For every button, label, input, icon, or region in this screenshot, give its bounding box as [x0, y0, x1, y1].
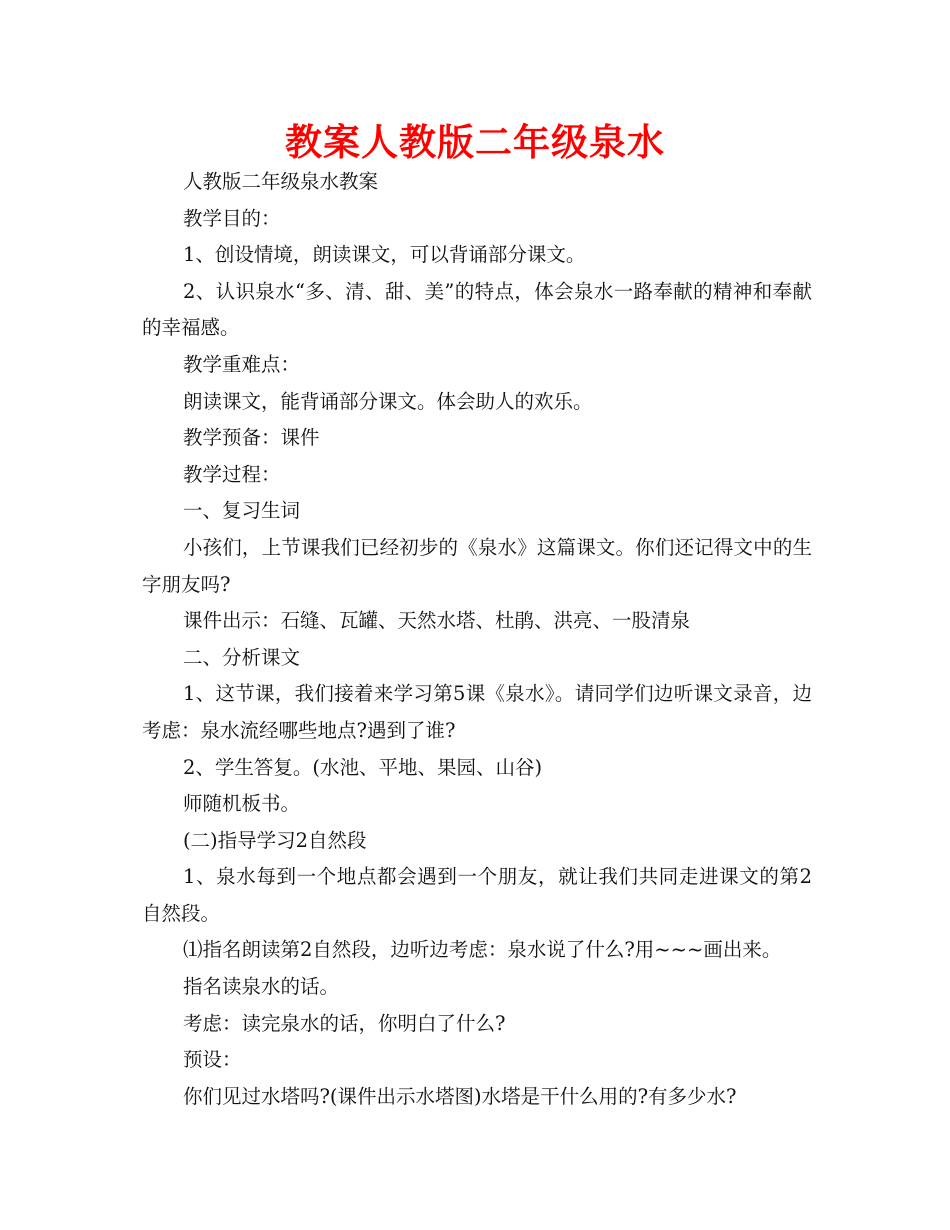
paragraph: 朗读课文，能背诵部分课文。体会助人的欢乐。 — [182, 389, 593, 413]
document-body — [142, 164, 812, 1115]
paragraph: 课件出示：石缝、瓦罐、天然水塔、杜鹃、洪亮、一股清泉 — [182, 609, 690, 633]
paragraph: 2、认识泉水“多、清、甜、美”的特点，体会泉水一路奉献的精神和奉献的幸福感。 — [142, 279, 812, 340]
paragraph: 预设： — [182, 1048, 242, 1072]
paragraph: 小孩们，上节课我们已经初步的《泉水》这篇课文。你们还记得文中的生字朋友吗? — [142, 535, 812, 596]
paragraph: 教学目的： — [182, 206, 281, 230]
paragraph: 1、泉水每到一个地点都会遇到一个朋友，就让我们共同走进课文的第2自然段。 — [142, 865, 812, 925]
paragraph: ⑴指名朗读第2自然段，边听边考虑：泉水说了什么?用~~~画出来。 — [182, 938, 782, 962]
paragraph: 教学重难点： — [182, 352, 300, 376]
paragraph: 人教版二年级泉水教案 — [182, 170, 378, 193]
paragraph: 2、学生答复。(水池、平地、果园、山谷) — [182, 755, 543, 779]
paragraph: 师随机板书。 — [182, 792, 300, 816]
paragraph: 二、分析课文 — [182, 645, 300, 669]
paragraph: 教学过程： — [182, 462, 281, 486]
paragraph: 你们见过水塔吗?(课件出示水塔图)水塔是干什么用的?有多少水? — [182, 1084, 737, 1108]
paragraph: 一、复习生词 — [182, 499, 300, 523]
paragraph: 考虑：读完泉水的话，你明白了什么? — [182, 1011, 506, 1035]
paragraph: 指名读泉水的话。 — [182, 975, 339, 999]
paragraph: 1、创设情境，朗读课文，可以背诵部分课文。 — [182, 243, 586, 267]
document-title: 教案人教版二年级泉水 — [285, 121, 665, 164]
paragraph: 教学预备：课件 — [182, 426, 320, 450]
paragraph: (二)指导学习2自然段 — [182, 828, 367, 852]
paragraph: 1、这节课，我们接着来学习第5课《泉水》。请同学们边听课文录音，边考虑：泉水流经哪些地点?遇到了谁? — [142, 682, 812, 742]
